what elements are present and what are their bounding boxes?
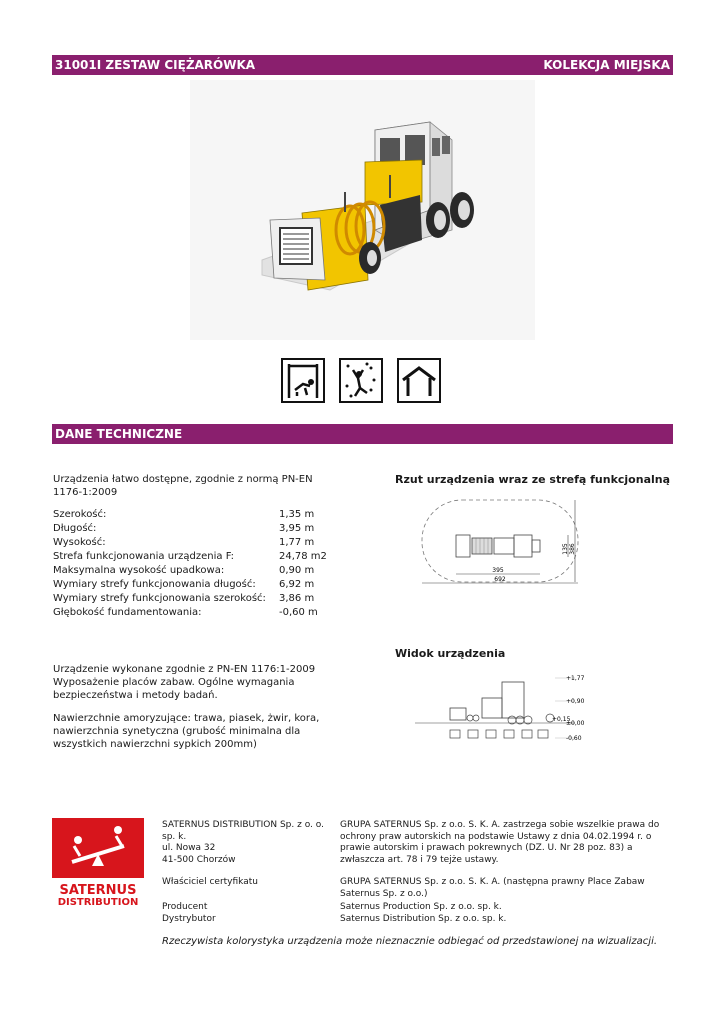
footer-row — [162, 914, 672, 926]
surfaces-text: Nawierzchnie amoryzujące: trawa, piasek, żwir, kora, nawierzchnia synetyczna (grubość minimalna dla wszystkich nawierzchni sypkich 200mm) — [53, 713, 320, 750]
collection-name: KOLEKCJA MIEJSKA — [543, 58, 670, 72]
plan-dim-386: 386 — [569, 543, 576, 555]
spec-value: 1,77 m — [279, 537, 315, 548]
product-title: 31001I ZESTAW CIĘŻARÓWKA — [55, 58, 256, 72]
elevation-drawing — [410, 670, 590, 750]
spec-row — [53, 522, 353, 536]
level-1: +1,77 — [566, 675, 585, 682]
product-render — [190, 80, 535, 340]
company-city: 41-500 Chorzów — [162, 854, 236, 865]
footer-row-label: Dystrybutor — [162, 913, 216, 924]
spec-label: Długość: — [53, 523, 97, 534]
spec-label: Głębokość fundamentowania: — [53, 607, 202, 618]
view-title: Widok urządzenia — [395, 647, 506, 660]
footer-row-label: Producent — [162, 902, 208, 912]
footer-row-value: Saternus Production Sp. z o.o. sp. k. — [340, 902, 502, 912]
plan-dim-692: 692 — [494, 576, 506, 583]
norm-text: Urządzenie wykonane zgodnie z PN-EN 1176:1-2009 Wyposażenie placów zabaw. Ogólne wymagania bezpieczeństwa i metody badań. — [53, 664, 316, 701]
saternus-logo — [52, 818, 144, 906]
plan-title: Rzut urządzenia wraz ze strefą funkcjonalną — [395, 473, 671, 486]
spec-value: 3,95 m — [279, 523, 315, 534]
header-bar — [52, 55, 673, 75]
level-3: +0,15 — [552, 716, 571, 723]
logo-text-1: SATERNUS — [59, 883, 137, 898]
spec-row — [53, 550, 353, 564]
footer-row-value: GRUPA SATERNUS Sp. z o.o. S. K. A. (następna prawny Place Zabaw Saternus Sp. z o.o.) — [340, 877, 645, 899]
spec-value: 0,90 m — [279, 565, 315, 576]
company-address — [162, 820, 340, 866]
spec-label: Szerokość: — [53, 509, 107, 520]
spec-row — [53, 592, 353, 606]
disclaimer: Rzeczywista kolorystyka urządzenia może nieznacznie odbiegać od przedstawionej na wizualizacji. — [162, 936, 658, 947]
spec-table — [53, 508, 353, 620]
spec-label: Maksymalna wysokość upadkowa: — [53, 565, 225, 576]
spec-value: 24,78 m2 — [279, 551, 327, 562]
spec-row — [53, 536, 353, 550]
intro-text: Urządzenia łatwo dostępne, zgodnie z normą PN-EN 1176-1:2009 — [53, 474, 313, 498]
footer-row — [162, 902, 672, 914]
spec-row — [53, 508, 353, 522]
climb-icon — [339, 358, 383, 403]
spec-value: 6,92 m — [279, 579, 315, 590]
spec-row — [53, 578, 353, 592]
spec-label: Wymiary strefy funkcjonowania szerokość: — [53, 593, 266, 604]
crawl-icon — [281, 358, 325, 403]
company-street: ul. Nowa 32 — [162, 843, 216, 853]
plan-drawing — [410, 495, 590, 595]
footer-rows — [162, 877, 672, 925]
spec-value: -0,60 m — [279, 607, 318, 618]
roof-icon — [397, 358, 441, 403]
plan-dim-135: 135 — [562, 543, 569, 555]
technical-bar — [52, 424, 673, 444]
spec-row — [53, 564, 353, 578]
spec-value: 1,35 m — [279, 509, 315, 520]
footer-row — [162, 877, 672, 900]
level-2: +0,90 — [566, 698, 585, 705]
technical-title: DANE TECHNICZNE — [55, 427, 183, 441]
footer-row-value: Saternus Distribution Sp. z o.o. sp. k. — [340, 913, 507, 924]
spec-value: 3,86 m — [279, 593, 315, 604]
plan-dim-395: 395 — [492, 567, 504, 574]
spec-label: Wysokość: — [53, 537, 106, 548]
level-4: ±0,00 — [566, 720, 585, 727]
spec-label: Wymiary strefy funkcjonowania długość: — [53, 579, 256, 590]
level-5: -0,60 — [566, 735, 582, 742]
company-name: SATERNUS DISTRIBUTION Sp. z o. o. sp. k. — [162, 820, 324, 842]
spec-label: Strefa funkcjonowania urządzenia F: — [53, 551, 235, 562]
copyright-text: GRUPA SATERNUS Sp. z o.o. S. K. A. zastrzega sobie wszelkie prawa do ochrony praw autorskich na podstawie Ustawy z dnia 04.02.1994 r. o prawie autorskim i prawach pokrewnych (DZ. U. Nr 28 poz. 83) a zwłaszcza art. 78 i 79 tejże ustawy. — [340, 820, 660, 865]
footer-row-label: Właściciel certyfikatu — [162, 877, 258, 887]
spec-row — [53, 606, 353, 620]
logo-text-2: DISTRIBUTION — [57, 897, 139, 908]
